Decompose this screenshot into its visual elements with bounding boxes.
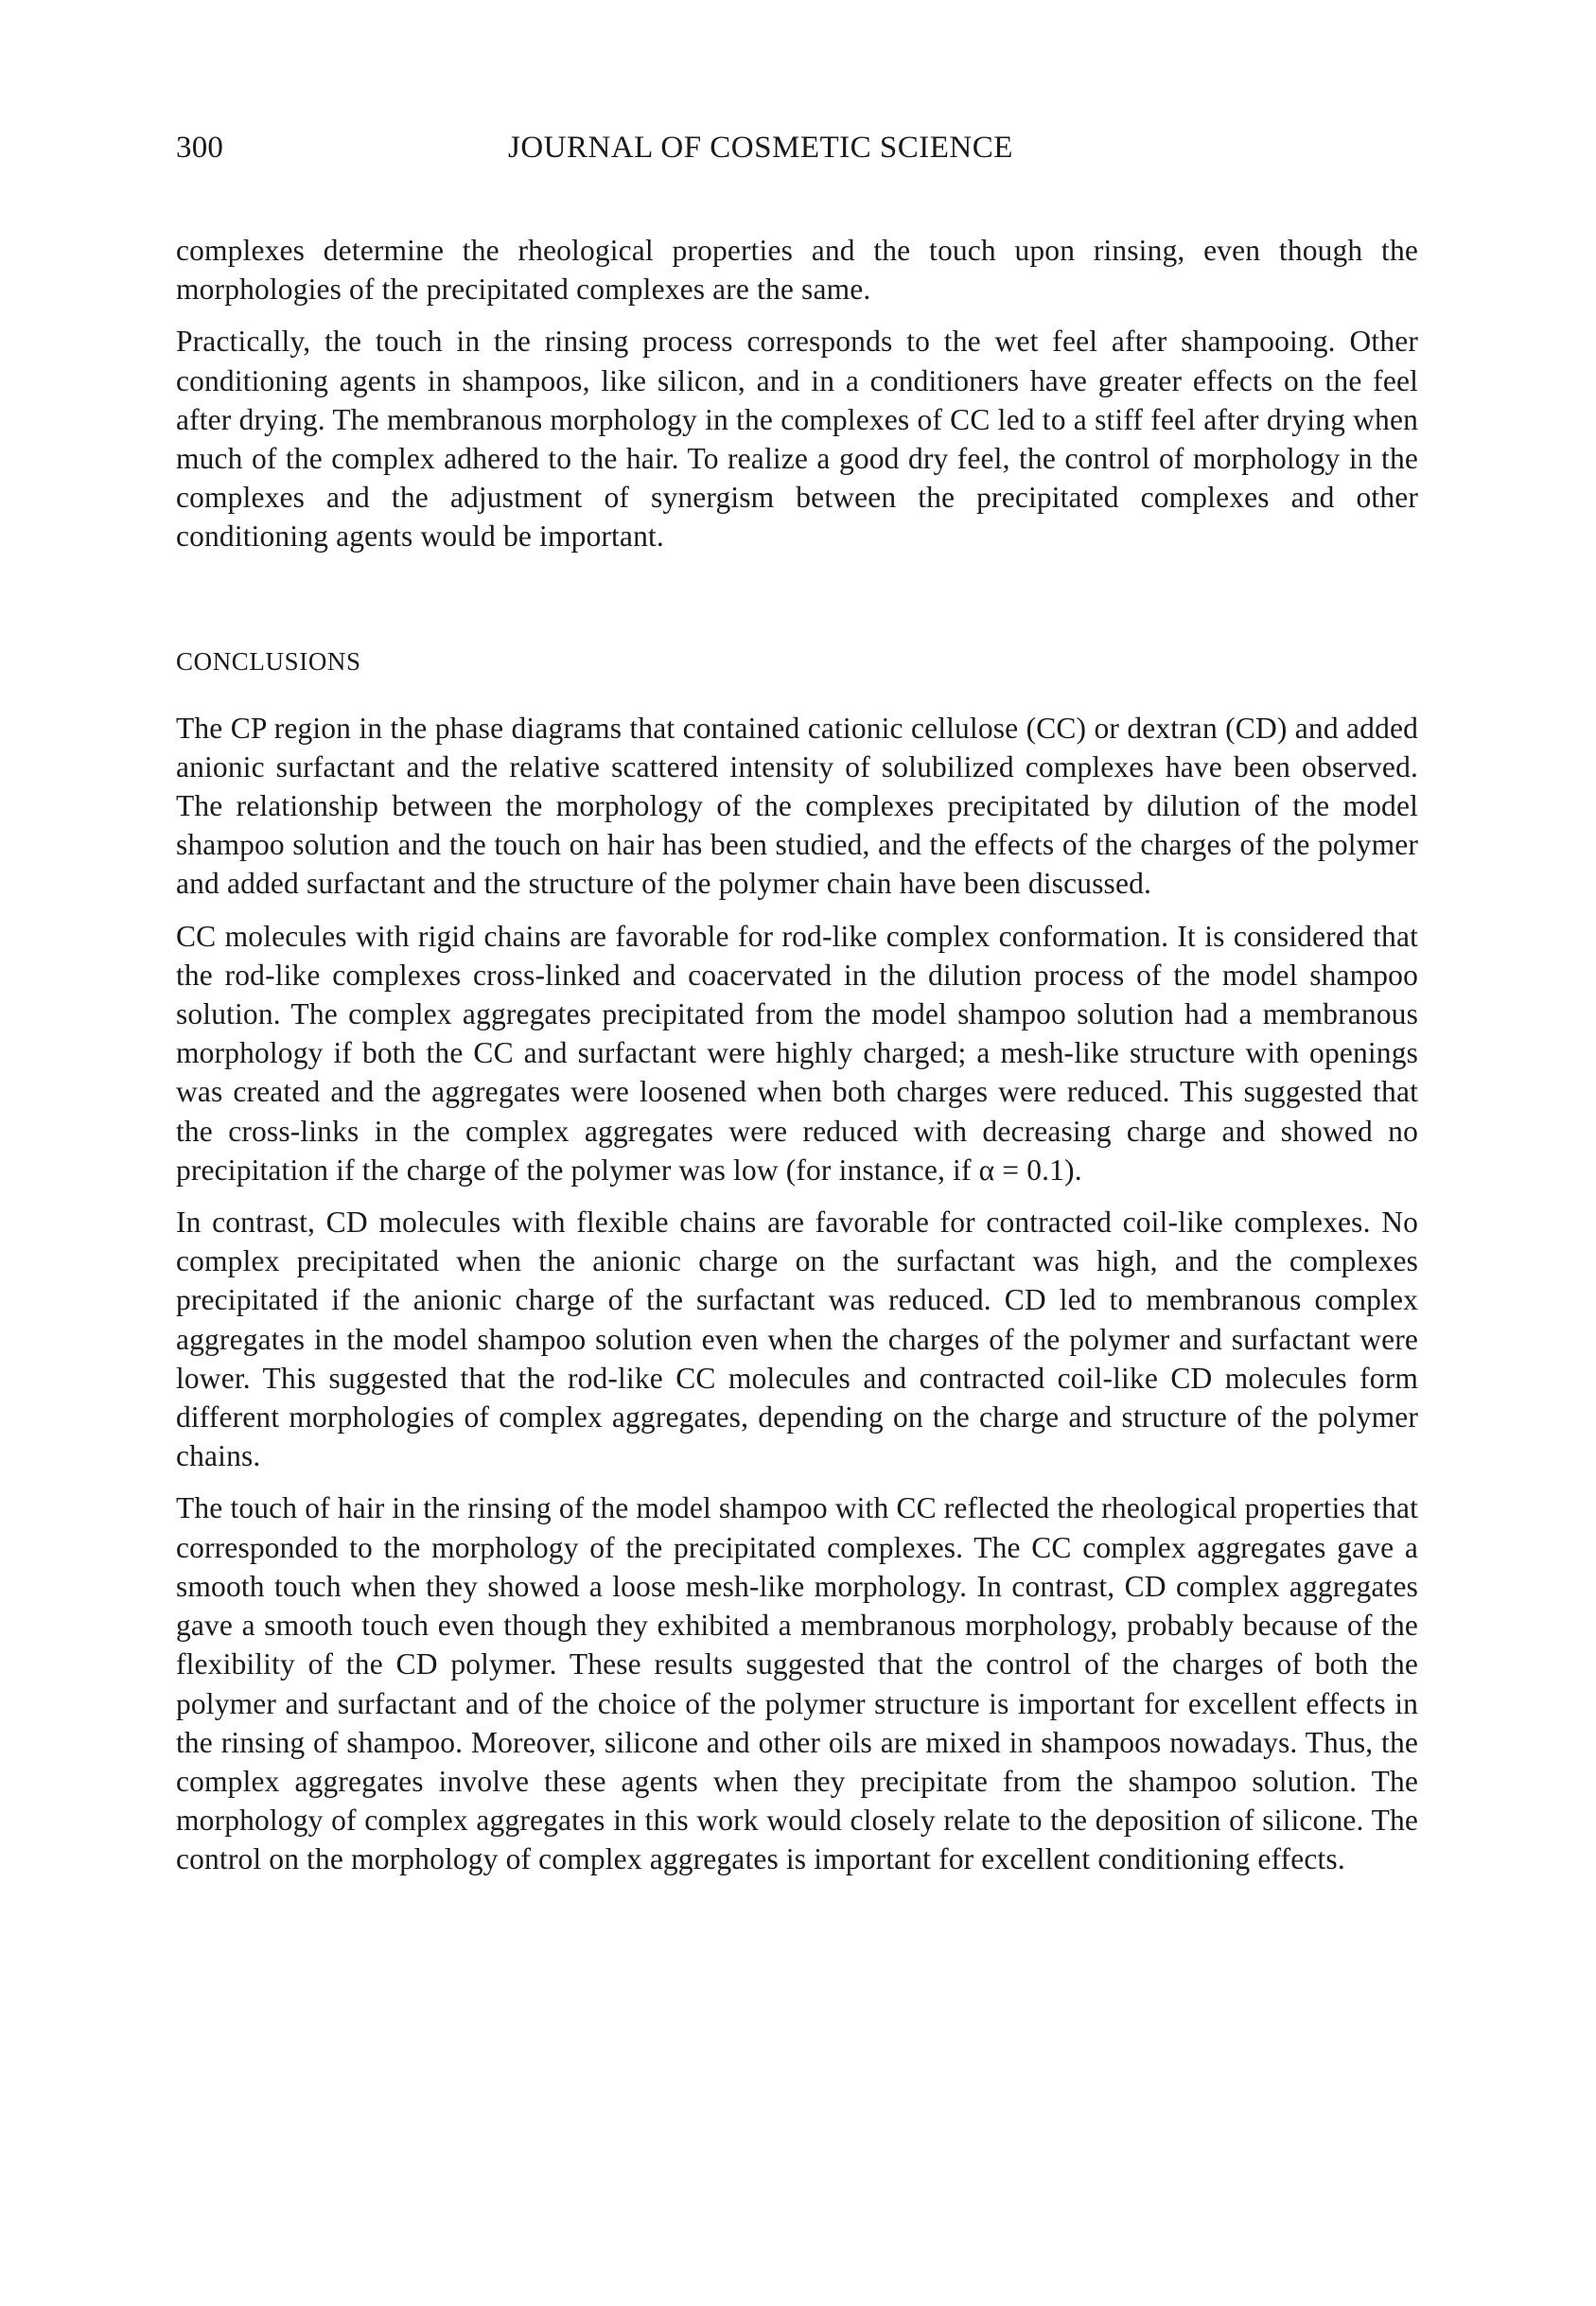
- paragraph: Practically, the touch in the rinsing process corresponds to the wet feel after shampooing. Other conditioning agents in shampoos, like silicon, and in a conditioners have greater effects on the feel after drying. The membranous morphology in the complexes of CC led to a stiff feel after drying when much of the complex adhered to the hair. To realize a good dry feel, the control of morphology in the complexes and the adjustment of synergism between the precipitated complexes and other conditioning agents would be important.: [176, 325, 1418, 554]
- paragraph: complexes determine the rheological properties and the touch upon rinsing, even though the morphologies of the precipitated complexes are the same.: [176, 234, 1418, 307]
- page-header: [176, 131, 1406, 172]
- paragraph: CC molecules with rigid chains are favorable for rod-like complex conformation. It is considered that the rod-like complexes cross-linked and coacervated in the dilution process of the model shampoo solution. The complex aggregates precipitated from the model shampoo solution had a membranous morphology if both the CC and surfactant were highly charged; a mesh-like structure with openings was created and the aggregates were loosened when both charges were reduced. This suggested that the cross-links in the complex aggregates were reduced with decreasing charge and showed no precipitation if the charge of the polymer was low (for instance, if α = 0.1).: [176, 919, 1418, 1187]
- paragraph: In contrast, CD molecules with flexible chains are favorable for contracted coil-like complexes. No complex precipitated when the anionic charge on the surfactant was high, and the complexes precipitated if the anionic charge of the surfactant was reduced. CD led to membranous complex aggregates in the model shampoo solution even when the charges of the polymer and surfactant were lower. This suggested that the rod-like CC molecules and contracted coil-like CD molecules form different morphologies of complex aggregates, depending on the charge and structure of the polymer chains.: [176, 1206, 1418, 1473]
- paragraph: The touch of hair in the rinsing of the model shampoo with CC reflected the rheological properties that corresponded to the morphology of the precipitated complexes. The CC complex aggregates gave a smooth touch when they showed a loose mesh-like morphology. In contrast, CD complex aggregates gave a smooth touch even though they exhibited a membranous morphology, probably because of the flexibility of the CD polymer. These results suggested that the control of the charges of both the polymer and surfactant and of the choice of the polymer structure is important for excellent effects in the rinsing of shampoo. Moreover, silicone and other oils are mixed in shampoos nowadays. Thus, the complex aggregates involve these agents when they precipitate from the shampoo solution. The morphology of complex aggregates in this work would closely relate to the deposition of silicone. The control on the morphology of complex aggregates is important for excellent conditioning effects.: [176, 1491, 1418, 1876]
- page-body: [176, 231, 1418, 1892]
- section-heading-conclusions: CONCLUSIONS: [176, 646, 361, 676]
- page-number: 300: [176, 131, 224, 165]
- running-head: JOURNAL OF COSMETIC SCIENCE: [508, 131, 1013, 165]
- paragraph: The CP region in the phase diagrams that contained cationic cellulose (CC) or dextran (CD) and added anionic surfactant and the relative scattered intensity of solubilized complexes have been observed. The relationship between the morphology of the complexes precipitated by dilution of the model shampoo solution and the touch on hair has been studied, and the effects of the charges of the polymer and added surfactant and the structure of the polymer chain have been discussed.: [176, 711, 1418, 901]
